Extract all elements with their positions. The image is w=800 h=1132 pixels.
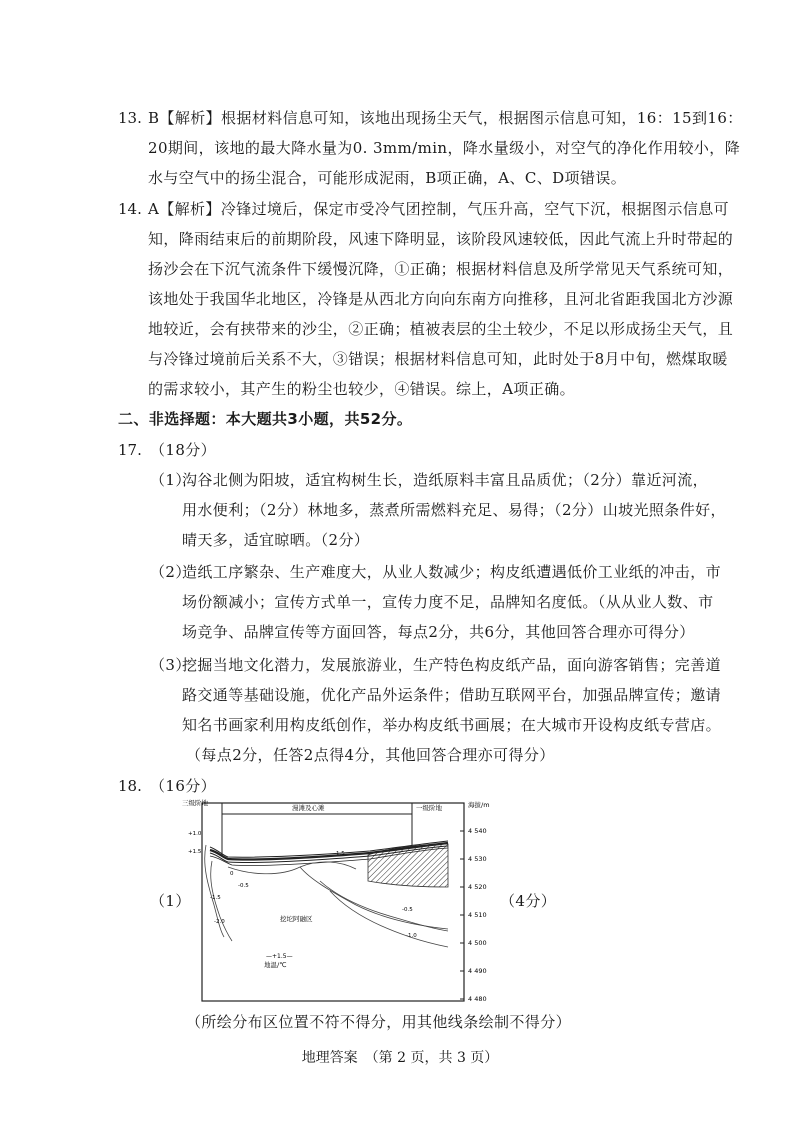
label-floodplain: 漫滩及心滩: [292, 804, 325, 812]
question-17-part-2-label: （2）: [150, 563, 191, 581]
contour-label: -1.0: [406, 933, 417, 939]
altitude-tick: 4 520: [468, 883, 487, 891]
contour-label: -2.0: [214, 919, 225, 925]
ground-temperature-figure: [180, 795, 500, 1005]
question-17-part-2-line-1: 造纸工序繁杂、生产难度大，从业人数减少；构皮纸遭遇低价工业纸的冲击，市: [182, 563, 722, 581]
section-2-title: 二、非选择题：本大题共3小题，共52分。: [118, 410, 413, 428]
label-zone: 挖坨阿融区: [280, 915, 313, 923]
contour-label: +1.0: [188, 831, 202, 837]
question-18-score: （16分）: [150, 777, 217, 795]
contour-label: 1.5: [336, 851, 345, 857]
question-17-part-3-line-1: 挖掘当地文化潜力，发展旅游业，生产特色构皮纸产品，面向游客销售；完善道: [182, 656, 722, 674]
question-18-number: 18.: [118, 777, 142, 795]
page-footer: 地理答案 （第 2 页，共 3 页）: [301, 1050, 499, 1066]
question-13-number: 13.: [118, 109, 142, 127]
figure-frame: [202, 803, 464, 1001]
question-17-score: （18分）: [150, 441, 217, 459]
question-14-line-4: 该地处于我国华北地区，冷锋是从西北方向向东南方向推移，且河北省距我国北方沙源: [148, 290, 734, 308]
question-17-part-1-line-2: 用水便利；（2分）林地多，蒸煮所需燃料充足、易得；（2分）山坡光照条件好，: [182, 501, 726, 519]
altitude-axis: [460, 803, 487, 1003]
question-14-number: 14.: [118, 200, 142, 218]
question-14-line-5: 地较近，会有挟带来的沙尘，②正确；植被表层的尘土较少，不足以形成扬尘天气，且: [148, 320, 734, 338]
question-13-line-3: 水与空气中的扬尘混合，可能形成泥雨，B项正确，A、C、D项错误。: [148, 169, 627, 187]
altitude-tick: 4 480: [468, 995, 487, 1003]
question-17-number: 17.: [118, 441, 142, 459]
question-14-line-3: 扬沙会在下沉气流条件下缓慢沉降，①正确；根据材料信息及所学常见天气系统可知，: [148, 260, 734, 278]
altitude-tick: 4 530: [468, 855, 487, 863]
question-17-part-3-line-2: 路交通等基础设施，优化产品外运条件；借助互联网平台，加强品牌宣传；邀请: [182, 686, 722, 704]
label-terrace3: 三级阶地: [182, 799, 208, 807]
contour-label: -1.5: [210, 895, 221, 901]
question-14-line-7: 的需求较小，其产生的粉尘也较少，④错误。综上，A项正确。: [148, 380, 576, 398]
legend-value: —+1.5—: [266, 953, 293, 960]
question-18-note: （所绘分布区位置不符不得分，用其他线条绘制不得分）: [186, 1013, 572, 1031]
question-14-line-2: 知，降雨结束后的前期阶段，风速下降明显，该阶段风速较低，因此气流上升时带起的: [148, 230, 734, 248]
label-terrace1: 一级阶地: [416, 804, 442, 812]
question-14-line-6: 与冷锋过境前后关系不大，③错误；根据材料信息可知，此时处于8月中旬，燃煤取暖: [148, 350, 728, 368]
question-17-part-3-line-4: （每点2分，任答2点得4分，其他回答合理亦可得分）: [186, 746, 555, 764]
question-17-part-3-label: （3）: [150, 656, 191, 674]
altitude-tick: 4 490: [468, 967, 487, 975]
altitude-tick: 4 540: [468, 827, 487, 835]
question-17-part-3-line-3: 知名书画家利用构皮纸创作，举办构皮纸书画展；在大城市开设构皮纸专营店。: [182, 716, 722, 734]
question-13-line-1: B【解析】根据材料信息可知，该地出现扬尘天气，根据图示信息可知，16：15到16：: [148, 109, 743, 127]
legend-title: 地温/℃: [264, 961, 287, 969]
contour-label: -0.5: [238, 883, 249, 889]
contour-label: -0.5: [402, 907, 413, 913]
label-altitude: 海拔/m: [468, 801, 490, 809]
altitude-tick: 4 510: [468, 911, 487, 919]
question-17-part-1-line-3: 晴天多，适宜晾晒。（2分）: [182, 531, 370, 549]
question-18-part-1-label: （1）: [150, 892, 191, 910]
question-13-line-2: 20期间，该地的最大降水量为0. 3mm/min，降水量级小，对空气的净化作用较小，降: [148, 139, 741, 157]
altitude-tick: 4 500: [468, 939, 487, 947]
question-18-part-1-score: （4分）: [500, 892, 557, 910]
contour-label: 0: [230, 871, 234, 877]
question-17-part-2-line-2: 场份额减小；宣传方式单一，宣传力度不足，品牌知名度低。（从从业人数、市: [182, 593, 714, 611]
question-17-part-1-line-1: 沟谷北侧为阳坡，适宜构树生长，造纸原料丰富且品质优；（2分）靠近河流，: [182, 471, 709, 489]
question-17-part-2-line-3: 场竞争、品牌宣传等方面回答，每点2分，共6分，其他回答合理亦可得分）: [182, 623, 695, 641]
contour-label: +1.5: [188, 849, 202, 855]
question-17-part-1-label: （1）: [150, 471, 191, 489]
question-14-line-1: A【解析】冷锋过境后，保定市受冷气团控制，气压升高，空气下沉，根据图示信息可: [148, 200, 730, 218]
